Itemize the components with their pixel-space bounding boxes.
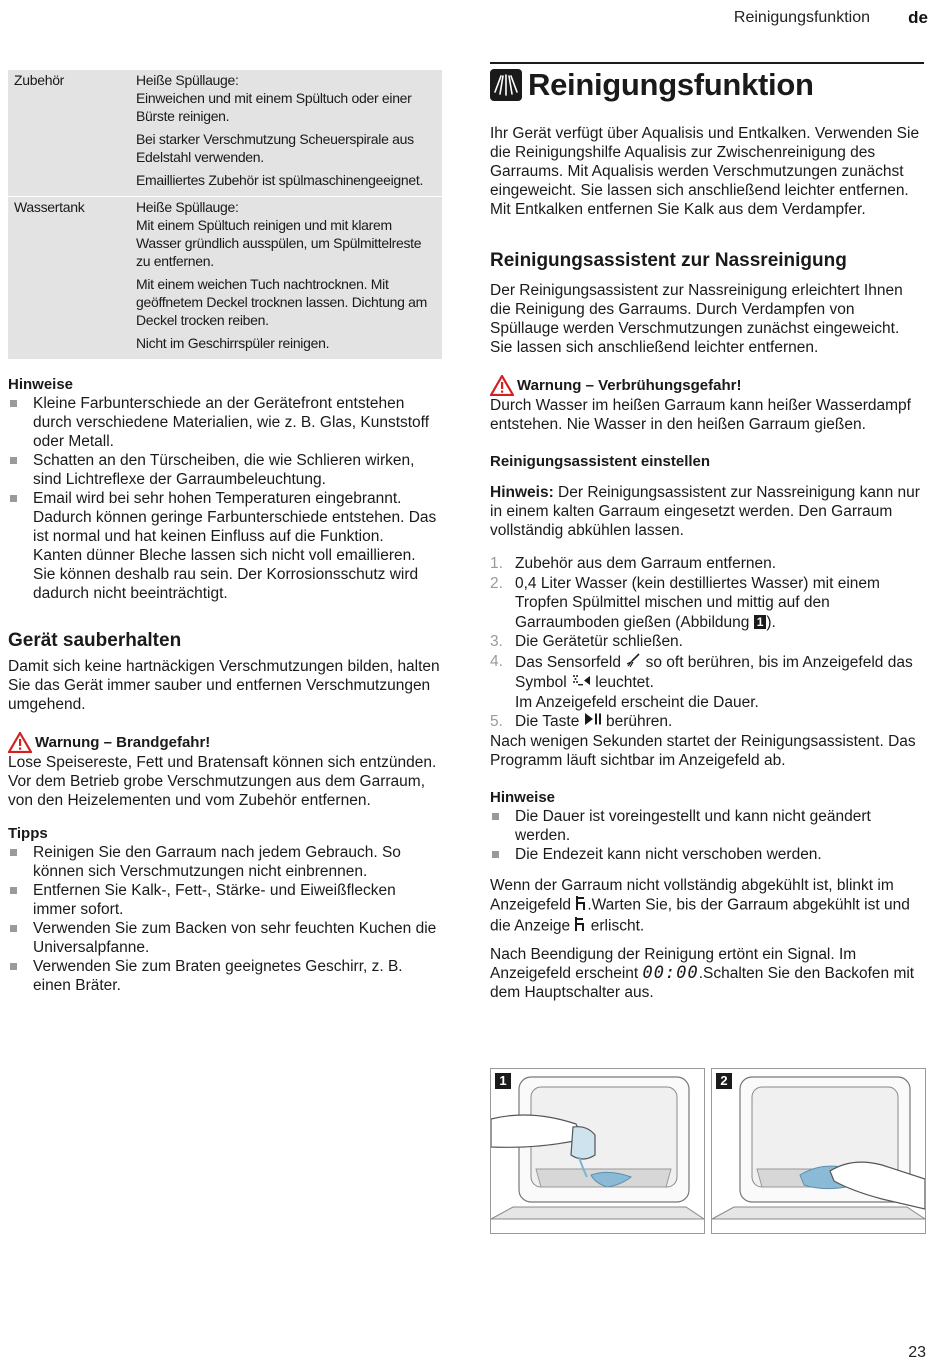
text-part: Nach Beendigung der Reinigung ertönt ein Signal. Im Anzeigefeld erscheint	[490, 945, 857, 982]
warning-title: Warnung – Verbrühungsgefahr!	[517, 377, 742, 394]
care-table	[8, 70, 442, 359]
step-text: Die Taste	[515, 713, 584, 731]
warning-text: Durch Wasser im heißen Garraum kann heißer Wasserdampf entstehen. Nie Wasser in den heißen Garraum gießen.	[490, 397, 911, 433]
step-item: 4. Das Sensorfeld so oft berühren, bis im Anzeigefeld das Symbol leuchtet. Im Anzeigefeld erscheint die Dauer.	[490, 652, 913, 711]
hinweise-extra-text: Kanten dünner Bleche lassen sich nicht voll emaillieren. Sie können deshalb rau sein. Der Korrosionsschutz wird dadurch nicht beeinträchtigt.	[33, 547, 419, 602]
hint-label: Hinweis:	[490, 484, 554, 501]
cleaning-symbol-icon	[571, 673, 591, 693]
table-line: Heiße Spüllauge:	[136, 199, 239, 215]
warning-icon	[490, 375, 514, 396]
warning-heading-fire	[8, 732, 442, 753]
figures	[490, 1068, 924, 1232]
play-pause-icon	[584, 712, 602, 732]
oven-pour-water-illustration	[491, 1069, 704, 1233]
main-title-bar	[490, 62, 924, 104]
step-text: Die Gerätetür schließen.	[515, 633, 683, 650]
hinweise-heading: Hinweise	[490, 788, 556, 806]
list-item: Email wird bei sehr hohen Temperaturen eingebrannt. Dadurch können geringe Farbunterschiede entstehen. Das ist normal und hat keinen Einfluss auf die Funktion.	[8, 489, 442, 546]
hinweise-heading: Hinweise	[8, 376, 74, 393]
after-steps-text: Nach wenigen Sekunden startet der Reinigungsassistent. Das Programm läuft sichtbar im Anzeigefeld ab.	[490, 732, 916, 769]
steps-list	[490, 554, 924, 732]
table-row	[8, 70, 442, 197]
list-item: Schatten an den Türscheiben, die wie Schlieren wirken, sind Lichtreflexe der Garraumbeleuchtung.	[8, 451, 442, 489]
text-part: Wenn der Garraum nicht vollständig abgekühlt ist, blinkt im Anzeigefeld	[490, 876, 894, 914]
tipps-list	[8, 843, 442, 995]
warning-heading-scald	[490, 375, 924, 396]
section-heading-assistent: Reinigungsassistent zur Nassreinigung	[490, 250, 847, 271]
text-part: erlischt.	[586, 917, 645, 935]
list-item: Verwenden Sie zum Braten geeignetes Geschirr, z. B. einen Bräter.	[8, 957, 442, 995]
step-text: berühren.	[601, 713, 673, 731]
table-cell-description	[130, 197, 442, 360]
right-column	[490, 62, 924, 1002]
table-line: Bei starker Verschmutzung Scheuerspirale aus Edelstahl verwenden.	[136, 131, 414, 165]
table-line: Mit einem Spültuch reinigen und mit klarem Wasser gründlich ausspülen, um Spülmittelreste zu entfernen.	[136, 217, 422, 269]
einstellen-hint	[490, 483, 924, 540]
hot-h-icon	[574, 916, 586, 937]
hinweise-list	[490, 807, 924, 864]
table-line: Mit einem weichen Tuch nachtrocknen. Mit geöffnetem Deckel trocknen lassen. Dichtung am Deckel trocken reiben.	[136, 276, 427, 328]
table-line: Einweichen und mit einem Spültuch oder einer Bürste reinigen.	[136, 90, 412, 124]
step-text: leuchtet.	[591, 674, 654, 691]
step-text: ).	[766, 613, 776, 631]
sensor-brush-icon	[625, 652, 641, 674]
hinweise-list	[8, 394, 442, 546]
table-line: Emailliertes Zubehör ist spülmaschinengeeignet.	[136, 172, 424, 188]
figure-label: 2	[716, 1073, 732, 1089]
warning-title: Warnung – Brandgefahr!	[35, 734, 211, 751]
step-text: Zubehör aus dem Garraum entfernen.	[515, 555, 777, 572]
list-item: Kleine Farbunterschiede an der Gerätefront entstehen durch verschiedene Materialien, wie z. B. Glas, Kunststoff oder Metall.	[8, 394, 442, 451]
step-text: 0,4 Liter Wasser (kein destilliertes Wasser) mit einem Tropfen Spülmittel mischen und mittig auf den Garraumboden gießen (Abbildung	[515, 574, 880, 631]
hot-display-text	[490, 876, 924, 937]
warning-text: Lose Speisereste, Fett und Bratensaft können sich entzünden. Vor dem Betrieb grobe Verschmutzungen aus dem Garraum, von den Heizelementen und vom Zubehör entfernen.	[8, 754, 437, 809]
table-line: Heiße Spüllauge:	[136, 72, 239, 88]
oven-wipe-illustration	[712, 1069, 925, 1233]
left-column	[8, 70, 442, 995]
list-item: Die Endezeit kann nicht verschoben werden.	[490, 845, 924, 864]
step-item: 2. 0,4 Liter Wasser (kein destilliertes Wasser) mit einem Tropfen Spülmittel mischen und mittig auf den Garraumboden gießen (Abbildung 1 ).	[490, 574, 880, 631]
intro-text: Ihr Gerät verfügt über Aqualisis und Entkalken. Verwenden Sie die Reinigungshilfe Aqualisis zur Zwischenreinigung des Garraums. Mit Aqualisis werden Verschmutzungen zunächst eingeweicht. Sie lassen sich anschließend leichter entfernen. Mit Entkalken entfernen Sie Kalk aus dem Verdampfer.	[490, 125, 920, 218]
page-number: 23	[908, 1344, 926, 1361]
end-signal-text	[490, 945, 924, 1002]
cleaning-icon	[490, 69, 522, 101]
step-text: Das Sensorfeld	[515, 653, 626, 671]
table-row	[8, 197, 442, 360]
figure-label: 1	[495, 1073, 511, 1089]
table-cell-item: Wassertank	[8, 197, 130, 360]
warning-icon	[8, 732, 32, 753]
list-item: Reinigen Sie den Garraum nach jedem Gebrauch. So können sich Verschmutzungen nicht einbrennen.	[8, 843, 442, 881]
tipps-heading: Tipps	[8, 825, 48, 842]
figure-2	[711, 1068, 926, 1234]
einstellen-heading: Reinigungsassistent einstellen	[490, 453, 711, 470]
list-item: Verwenden Sie zum Backen von sehr feuchten Kuchen die Universalpfanne.	[8, 919, 442, 957]
step-text: Im Anzeigefeld erscheint die Dauer.	[515, 693, 759, 711]
figure-reference-badge: 1	[754, 615, 767, 629]
table-cell-item: Zubehör	[14, 72, 65, 88]
step-text: so oft berühren, bis im Anzeigefeld das Symbol	[515, 653, 913, 691]
list-item: Entfernen Sie Kalk-, Fett-, Stärke- und Eiweißflecken immer sofort.	[8, 881, 442, 919]
text-part: .Warten Sie, bis der Garraum abgekühlt ist und die Anzeige	[490, 896, 910, 935]
step-item: 3. Die Gerätetür schließen.	[490, 633, 683, 650]
sauberhalten-text: Damit sich keine hartnäckigen Verschmutzungen bilden, halten Sie das Gerät immer sauber und entfernen Verschmutzungen umgehend.	[8, 658, 440, 713]
figure-1	[490, 1068, 705, 1234]
display-readout: 00:00	[642, 962, 699, 983]
table-line: Nicht im Geschirrspüler reinigen.	[136, 335, 330, 351]
list-item: Die Dauer ist voreingestellt und kann nicht geändert werden.	[490, 807, 924, 845]
header-section-title: Reinigungsfunktion	[733, 9, 870, 26]
step-item: 5. Die Taste berühren.	[490, 713, 673, 731]
page-title: Reinigungsfunktion	[528, 67, 814, 102]
section-heading-sauberhalten: Gerät sauberhalten	[8, 630, 182, 651]
assistent-text: Der Reinigungsassistent zur Nassreinigung erleichtert Ihnen die Reinigung des Garraums. Durch Verdampfen von Spüllauge werden Verschmutzungen zunächst eingeweicht. Sie lassen sich anschließend leichter entfernen.	[490, 282, 903, 356]
text-part: .Schalten Sie den Backofen mit dem Hauptschalter aus.	[490, 964, 915, 1001]
table-cell-description	[130, 70, 442, 197]
header-language: de	[908, 8, 928, 27]
hint-text: Der Reinigungsassistent zur Nassreinigung kann nur in einem kalten Garraum eingesetzt werden. Den Garraum vollständig abkühlen lassen.	[490, 484, 920, 539]
step-item: 1. Zubehör aus dem Garraum entfernen.	[490, 555, 777, 572]
hot-h-icon	[575, 895, 587, 916]
